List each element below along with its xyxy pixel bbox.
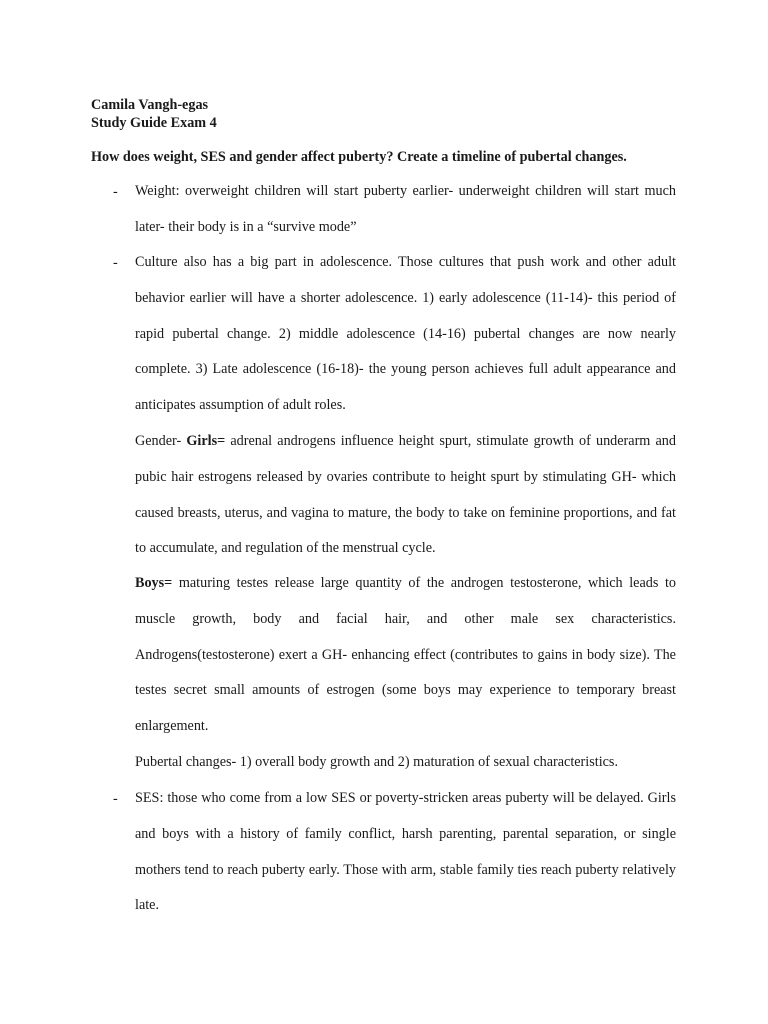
- gender-prefix: Gender-: [135, 433, 187, 449]
- document-title: Study Guide Exam 4: [91, 115, 217, 131]
- ses-paragraph: SES: those who come from a low SES or poverty-stricken areas puberty will be delayed. Girls and boys with a history of family conflict, harsh parenting, parental separation, or single mothers tend to reach puberty early. Those with arm, stable family ties reach puberty relatively late.: [135, 790, 676, 914]
- weight-paragraph: Weight: overweight children will start puberty earlier- underweight children will start much later- their body is in a “survive mode”: [135, 183, 676, 235]
- bullet-mark: -: [113, 791, 118, 807]
- girls-label: Girls=: [186, 433, 226, 449]
- girls-text: adrenal androgens influence height spurt, stimulate growth of underarm and pubic hair estrogens released by ovaries contribute to height spurt by stimulating GH- which caused breasts, uterus, and vagina to mature, the body to take on feminine proportions, and fat to accumulate, and regulation of the menstrual cycle.: [135, 433, 676, 557]
- boys-label: Boys=: [135, 575, 173, 591]
- bullet-mark: -: [113, 255, 118, 271]
- author-name: Camila Vangh-egas: [91, 97, 209, 113]
- question-heading: How does weight, SES and gender affect puberty? Create a timeline of pubertal changes.: [91, 149, 627, 165]
- bullet-mark: -: [113, 184, 118, 200]
- culture-paragraph: Culture also has a big part in adolescence. Those cultures that push work and other adult behavior earlier will have a shorter adolescence. 1) early adolescence (11-14)- this period of rapid pubertal change. 2) middle adolescence (14-16) pubertal changes are now nearly complete. 3) Late adolescence (16-18)- the young person achieves full adult appearance and anticipates assumption of adult roles.: [135, 254, 676, 414]
- boys-paragraph: [135, 566, 676, 745]
- pubertal-changes-paragraph: Pubertal changes- 1) overall body growth and 2) maturation of sexual characteristics.: [135, 754, 618, 770]
- boys-text: maturing testes release large quantity of the androgen testosterone, which leads to muscle growth, body and facial hair, and other male sex characteristics. Androgens(testosterone) exert a GH- enhancing effect (contributes to gains in body size). The testes secret small amounts of estrogen (some boys may experience to temporary breast enlargement.: [135, 575, 676, 735]
- gender-girls-paragraph: [135, 424, 676, 567]
